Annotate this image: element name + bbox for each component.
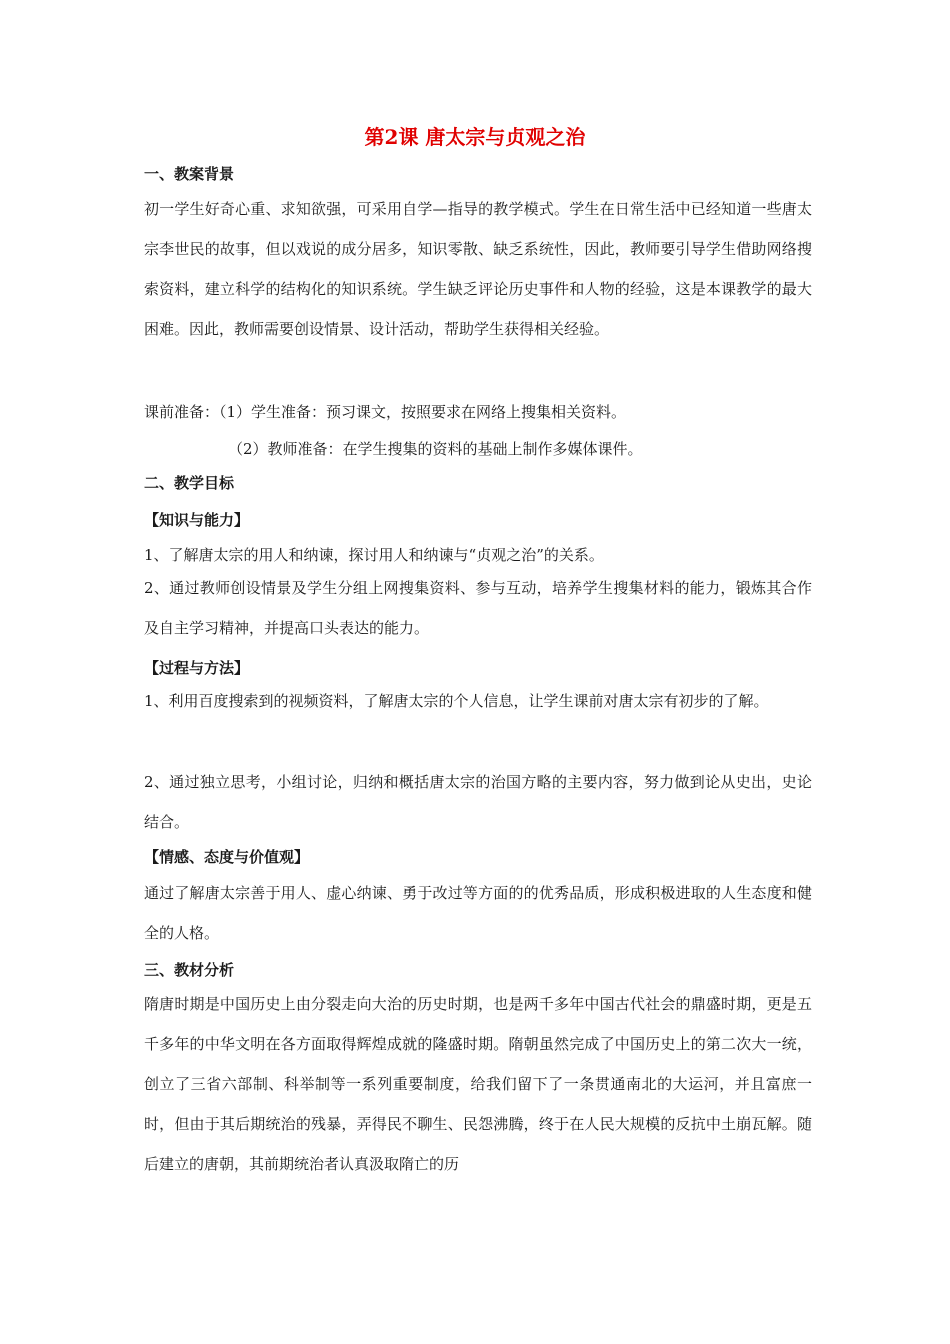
process-item-1: 1、利用百度搜索到的视频资料，了解唐太宗的个人信息，让学生课前对唐太宗有初步的了解。	[144, 692, 769, 710]
background-paragraph: 初一学生好奇心重、求知欲强，可采用自学—指导的教学模式。学生在日常生活中已经知道一些唐太宗李世民的故事，但以戏说的成分居多，知识零散、缺乏系统性，因此，教师要引导学生借助网络搜索资料，建立科学的结构化的知识系统。学生缺乏评论历史事件和人物的经验，这是本课教学的最大困难。因此，教师需要创设情景、设计活动，帮助学生获得相关经验。	[144, 200, 812, 338]
section-heading-objectives: 二、教学目标	[144, 474, 235, 492]
knowledge-item-1: 1、了解唐太宗的用人和纳谏，探讨用人和纳谏与“贞观之治”的关系。	[144, 546, 604, 564]
knowledge-item-2: 2、通过教师创设情景及学生分组上网搜集资料、参与互动，培养学生搜集材料的能力，锻炼其合作及自主学习精神，并提高口头表达的能力。	[144, 579, 812, 637]
process-item-2: 2、通过独立思考，小组讨论，归纳和概括唐太宗的治国方略的主要内容，努力做到论从史出，史论结合。	[144, 773, 812, 831]
subheading-knowledge-ability: 【知识与能力】	[144, 511, 250, 529]
values-paragraph: 通过了解唐太宗善于用人、虚心纳谏、勇于改过等方面的的优秀品质，形成积极进取的人生态度和健全的人格。	[144, 884, 812, 942]
section-heading-textbook-analysis: 三、教材分析	[144, 961, 235, 979]
lesson-title: 第2课 唐太宗与贞观之治	[364, 125, 586, 149]
textbook-analysis-paragraph: 隋唐时期是中国历史上由分裂走向大治的历史时期，也是两千多年中国古代社会的鼎盛时期，更是五千多年的中华文明在各方面取得辉煌成就的隆盛时期。隋朝虽然完成了中国历史上的第二次大一统，创立了三省六部制、科举制等一系列重要制度，给我们留下了一条贯通南北的大运河，并且富庶一时，但由于其后期统治的残暴，弄得民不聊生、民怨沸腾，终于在人民大规模的反抗中土崩瓦解。随后建立的唐朝，其前期统治者认真汲取隋亡的历	[144, 995, 812, 1173]
subheading-process-method: 【过程与方法】	[144, 659, 250, 677]
subheading-emotion-attitude-values: 【情感、态度与价值观】	[144, 848, 310, 866]
section-heading-background: 一、教案背景	[144, 165, 235, 183]
prep-line-student: 课前准备：（1）学生准备：预习课文，按照要求在网络上搜集相关资料。	[144, 403, 627, 421]
prep-line-teacher: （2）教师准备：在学生搜集的资料的基础上制作多媒体课件。	[228, 440, 643, 458]
